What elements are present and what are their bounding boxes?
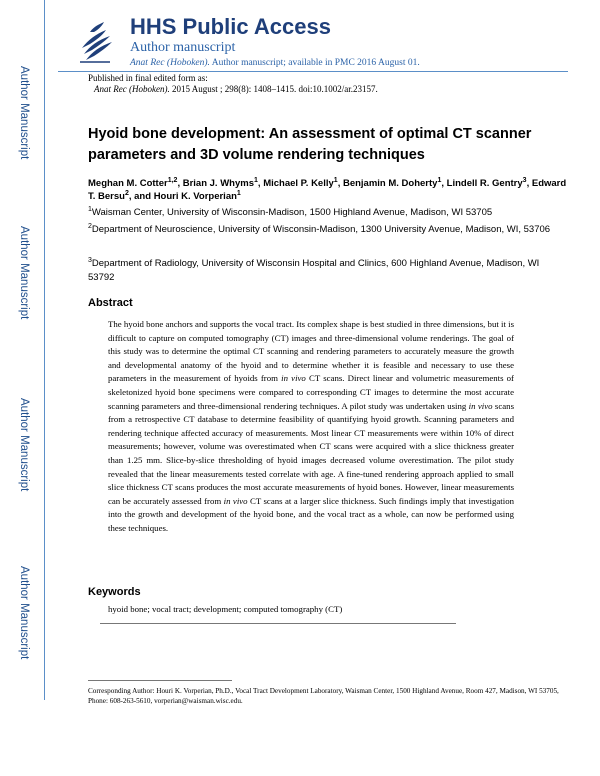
abstract-italic: in vivo — [468, 400, 493, 411]
author-manuscript-label: Author manuscript — [130, 40, 236, 55]
affiliation-sup: 3 — [88, 256, 92, 264]
header-rule — [58, 71, 568, 72]
side-label-4: Author Manuscript — [18, 566, 30, 660]
article-title: Hyoid bone development: An assessment of optimal CT scanner parameters and 3D volume rendering techniques — [88, 126, 532, 163]
author-name: Michael P. Kelly — [263, 178, 334, 189]
abstract-text: The hyoid bone anchors and supports the vocal tract. Its complex shape is best studied in three dimensions, but it is difficult to capture on computed tomography (CT) images and three-dimensional volume renderings. The goal of this study was to determine the optimal CT scanning and rendering parameters to accurately measure the growth and developmental anatomy of the hyoid and to determine whether it is feasible and necessary to use these parameters in the measurement of hyoids from — [108, 319, 514, 384]
author-name: Benjamin M. Doherty — [342, 178, 438, 189]
abstract-heading: Abstract — [88, 297, 133, 309]
author-name: Houri K. Vorperian — [153, 191, 237, 202]
abstract-body — [108, 318, 514, 536]
abstract-text: CT scans at a larger slice thickness. Such findings imply that investigation into the growth and development of the hyoid bone, and the vocal tract as a whole, can now be performed using these techniques. — [108, 495, 514, 533]
published-journal: Anat Rec (Hoboken). — [94, 84, 170, 94]
affiliation-sup: 1 — [88, 205, 92, 213]
author-list: Meghan M. Cotter$^{1,2}$, Brian J. Whyms$^1$, Michael P. Kelly$^1$, Benjamin M. Doherty$^1$, Lindell R. Gentry$^3$, Edward T. Bersu$^2$, and Houri K. Vorperian$^1$ — [88, 176, 567, 202]
side-label-3: Author Manuscript — [18, 398, 30, 492]
author-name: Meghan M. Cotter — [88, 178, 168, 189]
keywords-heading: Keywords — [88, 586, 141, 598]
affiliation-text: Department of Neuroscience, University of Wisconsin-Madison, 1300 University Avenue, Madison, WI, 53706 — [91, 224, 551, 235]
affiliation-3 — [88, 257, 568, 285]
footnote-rule — [88, 680, 232, 681]
published-citation — [94, 84, 378, 95]
affiliation-text: Waisman Center, University of Wisconsin-Madison, 1500 Highland Avenue, Madison, WI 53705 — [91, 207, 493, 218]
author-sup: 1 — [333, 176, 338, 184]
author-sup: 3 — [522, 176, 527, 184]
margin-rule — [44, 0, 45, 700]
author-sup: 1 — [437, 176, 442, 184]
footnote-text: Corresponding Author: Houri K. Vorperian, Ph.D., Vocal Tract Development Laboratory, Waisman Center, 1500 Highland Avenue, Room 427, Madison, WI 53705, Phone: 608-263-5610, vorperian@waisman.wisc.edu. — [88, 687, 559, 705]
published-details: 2015 August ; 298(8): 1408–1415. doi:10.1002/ar.23157. — [169, 84, 378, 94]
author-sup: 1,2 — [167, 176, 178, 184]
author-sup: 1 — [254, 176, 258, 184]
abstract-italic: in vivo — [223, 495, 248, 506]
abstract-italic: in vivo — [281, 373, 306, 384]
affiliation-text: Department of Radiology, University of Wisconsin Hospital and Clinics, 600 Highland Avenue, Madison, WI 53792 — [88, 258, 540, 283]
author-name: Lindell R. Gentry — [446, 178, 523, 189]
affiliation-sup: 2 — [88, 222, 92, 230]
published-block — [88, 73, 378, 95]
side-label-2: Author Manuscript — [18, 226, 30, 320]
affiliation-1 — [88, 206, 568, 220]
keywords-text: hyoid bone; vocal tract; development; computed tomography (CT) — [108, 604, 343, 614]
abstract-text: CT scans. Direct linear and volumetric measurements of skeletonized hyoid bone specimens were compared to corresponding CT images to determine the most accurate scanning parameters and three-dimensional rendering techniques. A pilot study was undertaken using — [108, 373, 514, 411]
author-name: Edward T. Bersu — [88, 178, 567, 202]
hhs-title: HHS Public Access — [130, 14, 331, 39]
citation-availability: Author manuscript; available in PMC 2016 August 01. — [209, 58, 420, 68]
journal-name[interactable]: Anat Rec (Hoboken). — [130, 58, 210, 68]
hhs-eagle-logo — [76, 18, 116, 64]
author-sup: 2 — [124, 189, 129, 197]
affiliation-2 — [88, 223, 568, 237]
author-name: Brian J. Whyms — [182, 178, 254, 189]
manuscript-citation — [130, 58, 420, 68]
side-label-1: Author Manuscript — [18, 66, 30, 160]
abstract-text: scans from a retrospective CT database to determine feasibility of quantifying hyoid growth. Scanning parameters and rendering technique affected accuracy of measurements. Most linear CT measurements were within 10% of direct measurements; however, volume was overestimated when CT scans were acquired with a slice thickness greater than 1.25 mm. Slice-by-slice thresholding of hyoid images decreased volume overestimation. The pilot study revealed that the linear measurements tested correlate with age. A fine-tuned rendering approach applied to small slice thickness CT scans produces the most accurate measurements of hyoid bones. However, linear measurements can be accurately assessed from — [108, 400, 514, 506]
author-sup: 1 — [236, 189, 241, 197]
keywords-rule — [100, 623, 456, 624]
published-label: Published in final edited form as: — [88, 73, 208, 83]
